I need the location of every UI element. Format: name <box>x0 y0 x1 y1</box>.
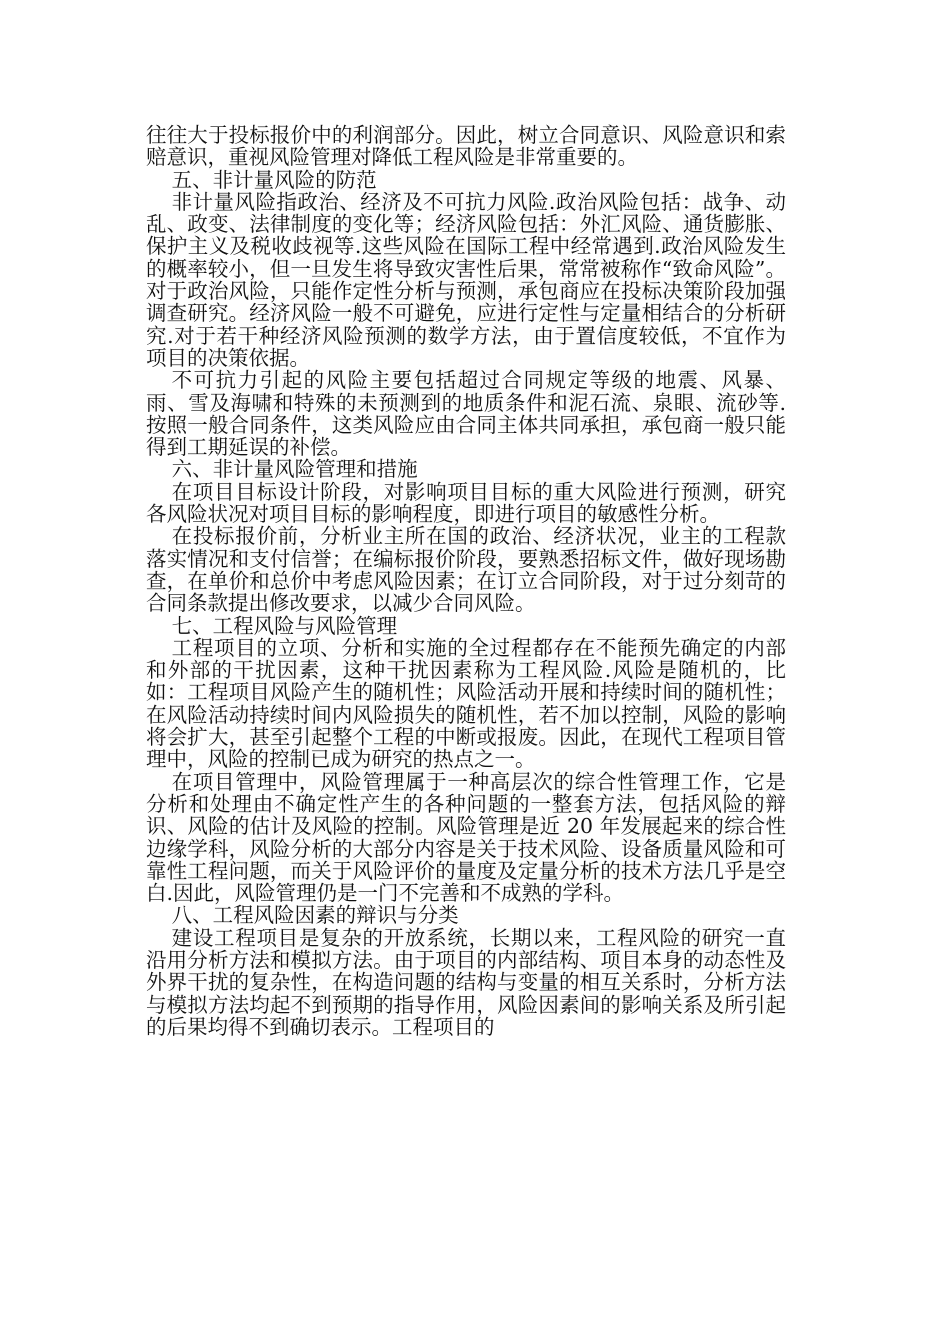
document-page <box>146 124 786 1038</box>
section-heading-8: 八、工程风险因素的辩识与分类 <box>171 903 459 928</box>
paragraph-risk-identification: 建设工程项目是复杂的开放系统，长期以来，工程风险的研究一直沿用分析方法和模拟方法。由于项目的内部结构、项目本身的动态性及外界干扰的复杂性，在构造问题的结构与变量的相互关系时，分析方法与模拟方法均起不到预期的指导作用，风险因素间的影响关系及所引起的后果均得不到确切表示。工程项目的 <box>146 925 786 1039</box>
paragraph-non-quantified-risk: 非计量风险指政治、经济及不可抗力风险.政治风险包括：战争、动乱、政变、法律制度的变化等；经济风险包括：外汇风险、通货膨胀、保护主义及税收歧视等.这些风险在国际工程中经常遇到.政治风险发生的概率较小，但一旦发生将导致灾害性后果，常常被称作“致命风险”。对于政治风险，只能作定性分析与预测，承包商应在投标决策阶段加强调查研究。经济风险一般不可避免，应进行定性与定量相结合的分析研究.对于若干种经济风险预测的数学方法，由于置信度较低，不宜作为项目的决策依据。 <box>146 189 786 370</box>
paragraph-force-majeure: 不可抗力引起的风险主要包括超过合同规定等级的地震、风暴、雨、雪及海啸和特殊的未预测到的地质条件和泥石流、泉眼、流砂等.按照一般合同条件，这类风险应由合同主体共同承担，承包商一般只能得到工期延误的补偿。 <box>146 368 786 460</box>
paragraph-target-design: 在项目目标设计阶段，对影响项目目标的重大风险进行预测，研究各风险状况对项目目标的影响程度，即进行项目的敏感性分析。 <box>146 479 786 527</box>
section-heading-7: 七、工程风险与风险管理 <box>171 613 398 638</box>
paragraph-risk-management: 在项目管理中，风险管理属于一种高层次的综合性管理工作，它是分析和处理由不确定性产生的各种问题的一整套方法，包括风险的辩识、风险的估计及风险的控制。风险管理是近 20 年发展起来的综合性边缘学科，风险分析的大部分内容是关于技术风险、设备质量风险和可靠性工程问题，而关于风险评价的量度及定量分析的技术方法几乎是空白.因此，风险管理仍是一门不完善和不成熟的学科。 <box>146 769 786 906</box>
section-heading-5: 五、非计量风险的防范 <box>171 167 377 192</box>
paragraph-bidding: 在投标报价前，分析业主所在国的政治、经济状况，业主的工程款落实情况和支付信誉；在编标报价阶段，要熟悉招标文件，做好现场勘查，在单价和总价中考虑风险因素；在订立合同阶段，对于过分刻苛的合同条款提出修改要求，以减少合同风险。 <box>146 524 786 616</box>
paragraph-continuation: 往往大于投标报价中的利润部分。因此，树立合同意识、风险意识和索赔意识，重视风险管理对降低工程风险是非常重要的。 <box>146 123 786 170</box>
section-heading-6: 六、非计量风险管理和措施 <box>171 457 418 482</box>
paragraph-engineering-risk: 工程项目的立项、分析和实施的全过程都存在不能预先确定的内部和外部的干扰因素，这种干扰因素称为工程风险.风险是随机的，比如：工程项目风险产生的随机性；风险活动开展和持续时间的随机性；在风险活动持续时间内风险损失的随机性，若不加以控制，风险的影响将会扩大，甚至引起整个工程的中断或报废。因此，在现代工程项目管理中，风险的控制已成为研究的热点之一。 <box>146 635 786 772</box>
